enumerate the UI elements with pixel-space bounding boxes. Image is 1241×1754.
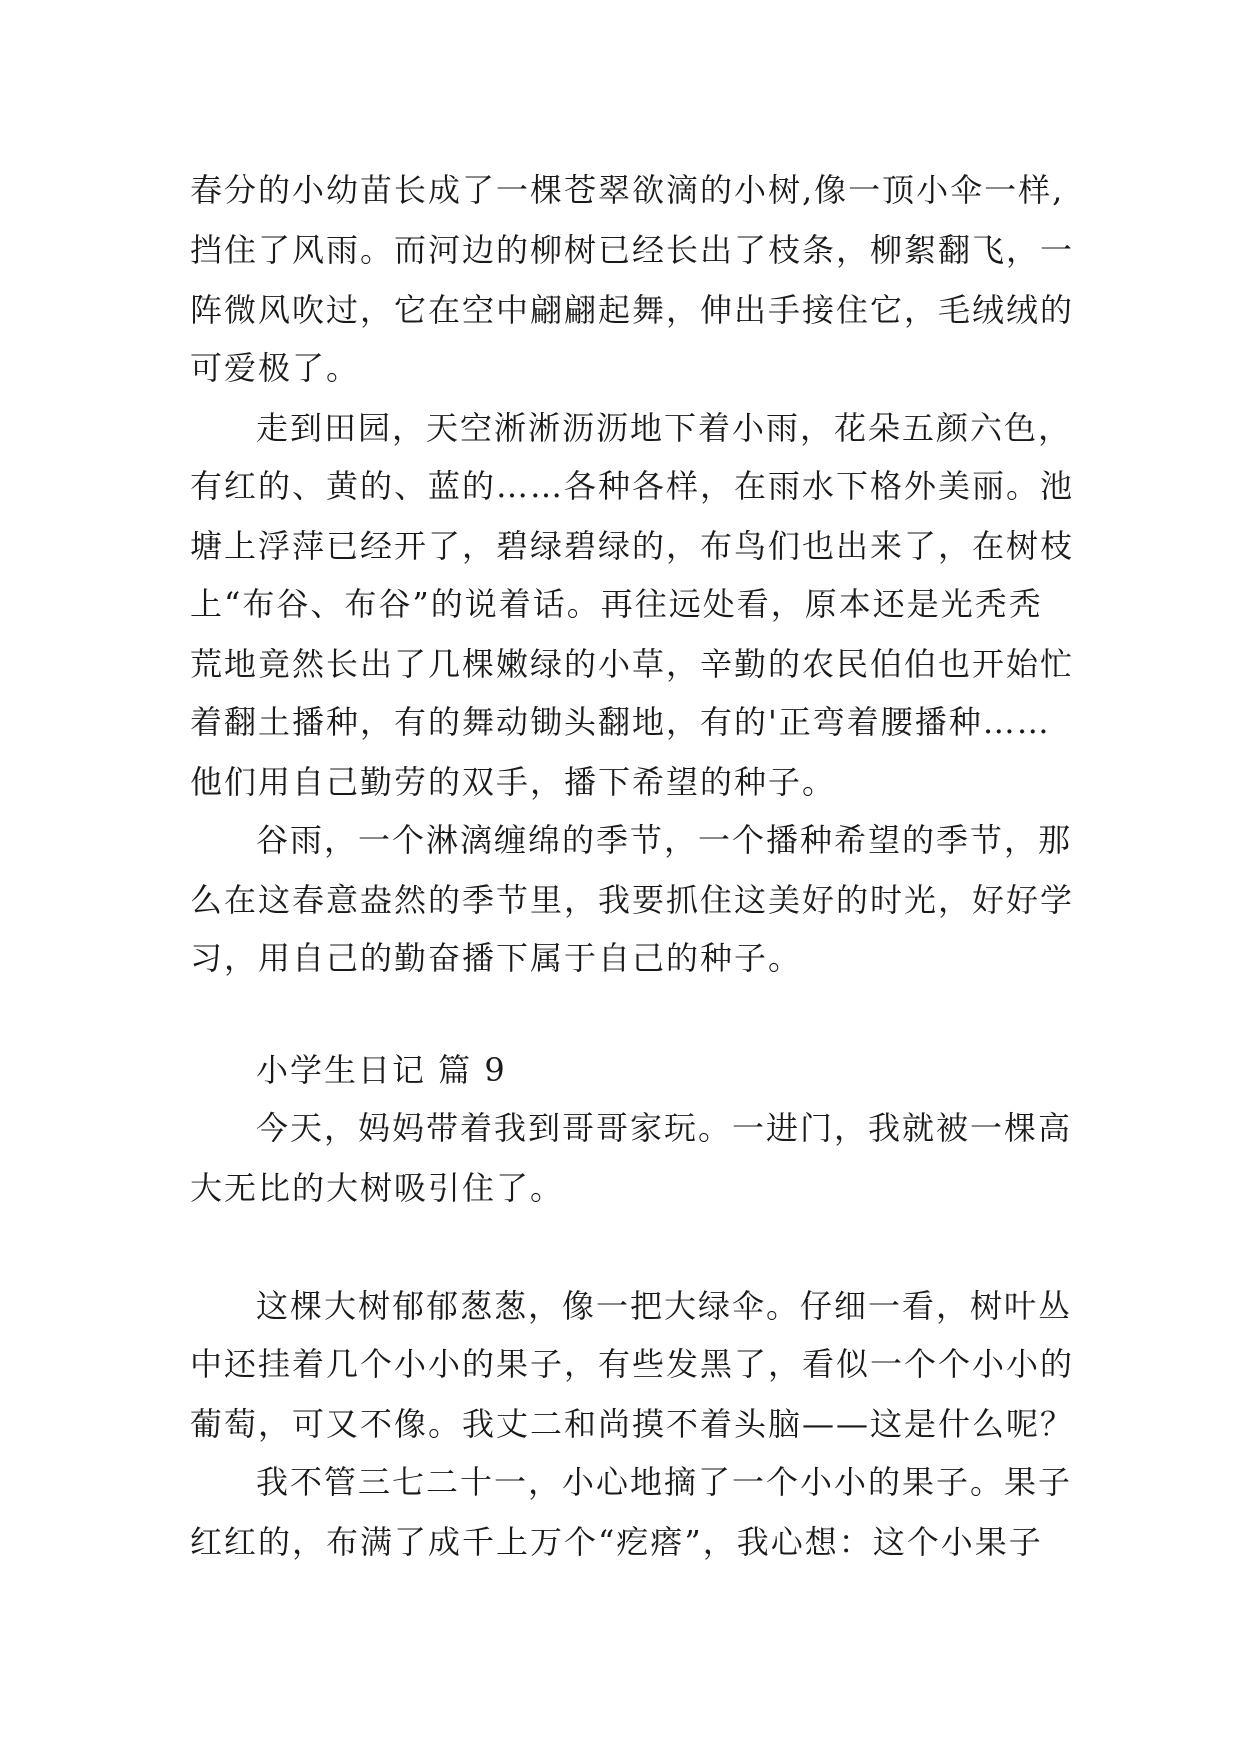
text-line: 今天，妈妈带着我到哥哥家玩。一进门，我就被一棵高 (256, 1109, 1073, 1147)
text-line: 可爱极了。 (190, 349, 361, 387)
text-line: 春分的小幼苗长成了一棵苍翠欲滴的小树,像一顶小伞一样, (190, 171, 1065, 209)
text-line: 挡住了风雨。而河边的柳树已经长出了枝条，柳絮翻飞，一 (190, 231, 1075, 269)
text-line: 我不管三七二十一，小心地摘了一个小小的果子。果子 (256, 1463, 1073, 1501)
text-line: 大无比的大树吸引住了。 (190, 1169, 565, 1207)
section-heading: 小学生日记 篇 9 (256, 1051, 507, 1089)
text-line: 上“布谷、布谷”的说着话。再往远处看，原本还是光秃秃 (190, 585, 1043, 623)
text-line: 有红的、黄的、蓝的……各种各样，在雨水下格外美丽。池 (190, 467, 1075, 505)
text-line: 红红的，布满了成千上万个“疙瘩”，我心想：这个小果子 (190, 1523, 1043, 1561)
text-line: 塘上浮萍已经开了，碧绿碧绿的，布鸟们也出来了，在树枝 (190, 527, 1075, 565)
text-line: 习，用自己的勤奋播下属于自己的种子。 (190, 939, 803, 977)
text-line: 谷雨，一个淋漓缠绵的季节，一个播种希望的季节，那 (256, 821, 1073, 859)
text-line: 这棵大树郁郁葱葱，像一把大绿伞。仔细一看，树叶丛 (256, 1287, 1073, 1325)
text-line: 么在这春意盎然的季节里，我要抓住这美好的时光，好好学 (190, 881, 1075, 919)
text-line: 走到田园，天空淅淅沥沥地下着小雨，花朵五颜六色， (256, 409, 1073, 447)
text-line: 中还挂着几个小小的果子，有些发黑了，看似一个个小小的 (190, 1345, 1075, 1383)
text-line: 葡萄，可又不像。我丈二和尚摸不着头脑——这是什么呢？ (190, 1405, 1075, 1443)
text-line: 他们用自己勤劳的双手，播下希望的种子。 (190, 763, 837, 801)
text-line: 阵微风吹过，它在空中翩翩起舞，伸出手接住它，毛绒绒的 (190, 291, 1075, 329)
text-line: 荒地竟然长出了几棵嫩绿的小草，辛勤的农民伯伯也开始忙 (190, 645, 1075, 683)
text-line: 着翻土播种，有的舞动锄头翻地，有的'正弯着腰播种…… (190, 703, 1051, 741)
